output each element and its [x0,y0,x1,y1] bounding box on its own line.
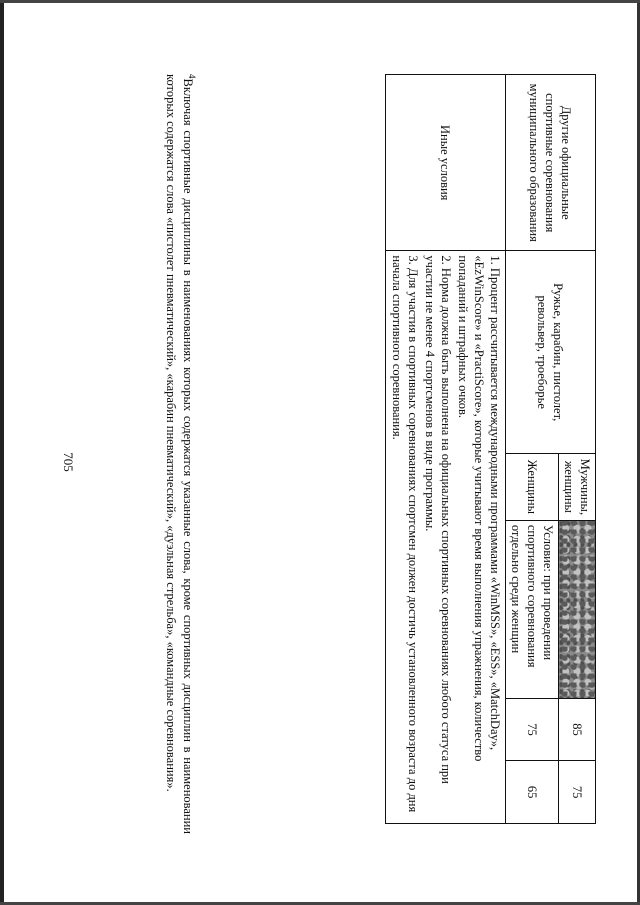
redacted-condition-cell [559,520,596,698]
standards-table [385,74,596,824]
condition-item: 3. Для участия в спортивных соревнованиях спортсмен должен достичь установленного возраста до дня начала спортивного соревнования. [390,255,420,813]
table-row [559,75,596,824]
other-conditions-label: Иные условия [386,75,506,251]
value-cell: 85 [559,698,596,761]
page-edge [0,0,640,3]
value-cell: 75 [559,761,596,824]
condition-item: 2. Норма должна быть выполнена на официальных спортивных соревнованиях любого статуса при участии не менее 4 спортсменов в виде программы. [423,255,453,784]
condition-item: 1. Процент рассчитывается международными программами «WinMSS», «ESS», «MatchDay», «EzWinScore» и «PractiScore», которые учитывают время выполнения упражнения, количество попаданий и штрафных очков. [456,255,502,762]
sex-cell: Мужчины, женщины [559,453,596,520]
value-cell: 75 [506,698,559,761]
page-number: 705 [61,452,76,472]
condition-cell: Условие: при проведении спортивного соревнования отдельно среди женщин [506,520,559,698]
sex-cell: Женщины [506,453,559,520]
rotated-page-content [80,50,620,850]
footnote-marker: 4 [187,74,197,79]
conditions-list [386,251,506,824]
page-edge [0,0,4,905]
category-cell: Другие официальные спортивные соревнования муниципального образования [506,75,596,251]
footnote [162,74,200,834]
value-cell: 65 [506,761,559,824]
footnote-text: Включая спортивные дисциплины в наименованиях которых содержатся указанные слова, кроме спортивных дисциплин в наименовании которых содержатся слова «пистолет пневматический», «карабин пневматический», «дуэльная стрельба», «командные соревнования». [163,74,195,834]
weapons-cell: Ружье, карабин, пистолет, револьвер, троеборье [506,251,596,453]
table-row [386,75,506,824]
